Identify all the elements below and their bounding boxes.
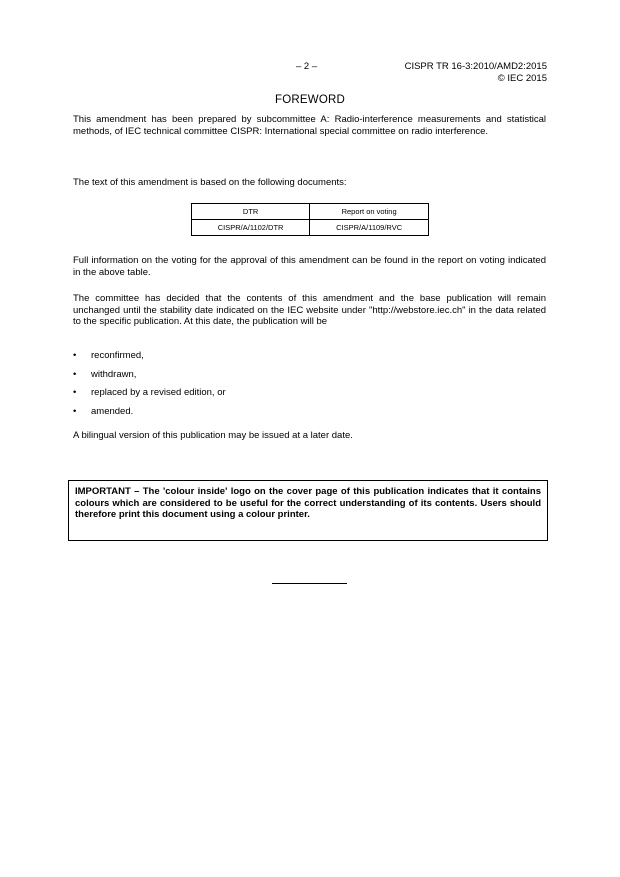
list-item: • amended. xyxy=(73,403,226,422)
table-header-cell: DTR xyxy=(192,204,310,220)
end-divider xyxy=(272,583,347,584)
list-item: • withdrawn, xyxy=(73,366,226,385)
table-cell: CISPR/A/1102/DTR xyxy=(192,220,310,236)
intro-paragraph: This amendment has been prepared by subcommittee A: Radio-interference measurements and statistical methods, of IEC technical committee CISPR: International special committee on radio interference. xyxy=(73,114,546,137)
bullet-list xyxy=(73,347,226,421)
document-id: CISPR TR 16-3:2010/AMD2:2015 xyxy=(404,61,547,72)
copyright-notice: © IEC 2015 xyxy=(497,72,547,84)
bilingual-paragraph: A bilingual version of this publication may be issued at a later date. xyxy=(73,430,353,441)
table-row xyxy=(192,220,429,236)
list-item: • reconfirmed, xyxy=(73,347,226,366)
table-header-cell: Report on voting xyxy=(310,204,429,220)
bullet-icon: • xyxy=(73,405,77,417)
page-number: – 2 – xyxy=(296,61,318,72)
bullet-icon: • xyxy=(73,368,77,380)
page-title: FOREWORD xyxy=(275,94,345,106)
based-on-paragraph: The text of this amendment is based on the following documents: xyxy=(73,177,347,188)
stability-paragraph: The committee has decided that the contents of this amendment and the base publication will remain unchanged until the stability date indicated on the IEC website under "http://webstore.iec.ch" in the data related to the specific publication. At this date, the publication will be xyxy=(73,293,546,328)
bullet-icon: • xyxy=(73,350,77,361)
important-notice-box: IMPORTANT – The 'colour inside' logo on the cover page of this publication indicates that it contains colours which are considered to be useful for the correct understanding of its contents. Users should therefore print this document using a colour printer. xyxy=(68,480,548,541)
bullet-icon: • xyxy=(73,387,77,398)
document-reference xyxy=(405,61,547,84)
voting-info-paragraph: Full information on the voting for the approval of this amendment can be found in the report on voting indicated in the above table. xyxy=(73,255,546,278)
list-item: • replaced by a revised edition, or xyxy=(73,384,226,403)
table-header-row xyxy=(192,204,429,220)
documents-table xyxy=(191,203,429,236)
table-cell: CISPR/A/1109/RVC xyxy=(310,220,429,236)
